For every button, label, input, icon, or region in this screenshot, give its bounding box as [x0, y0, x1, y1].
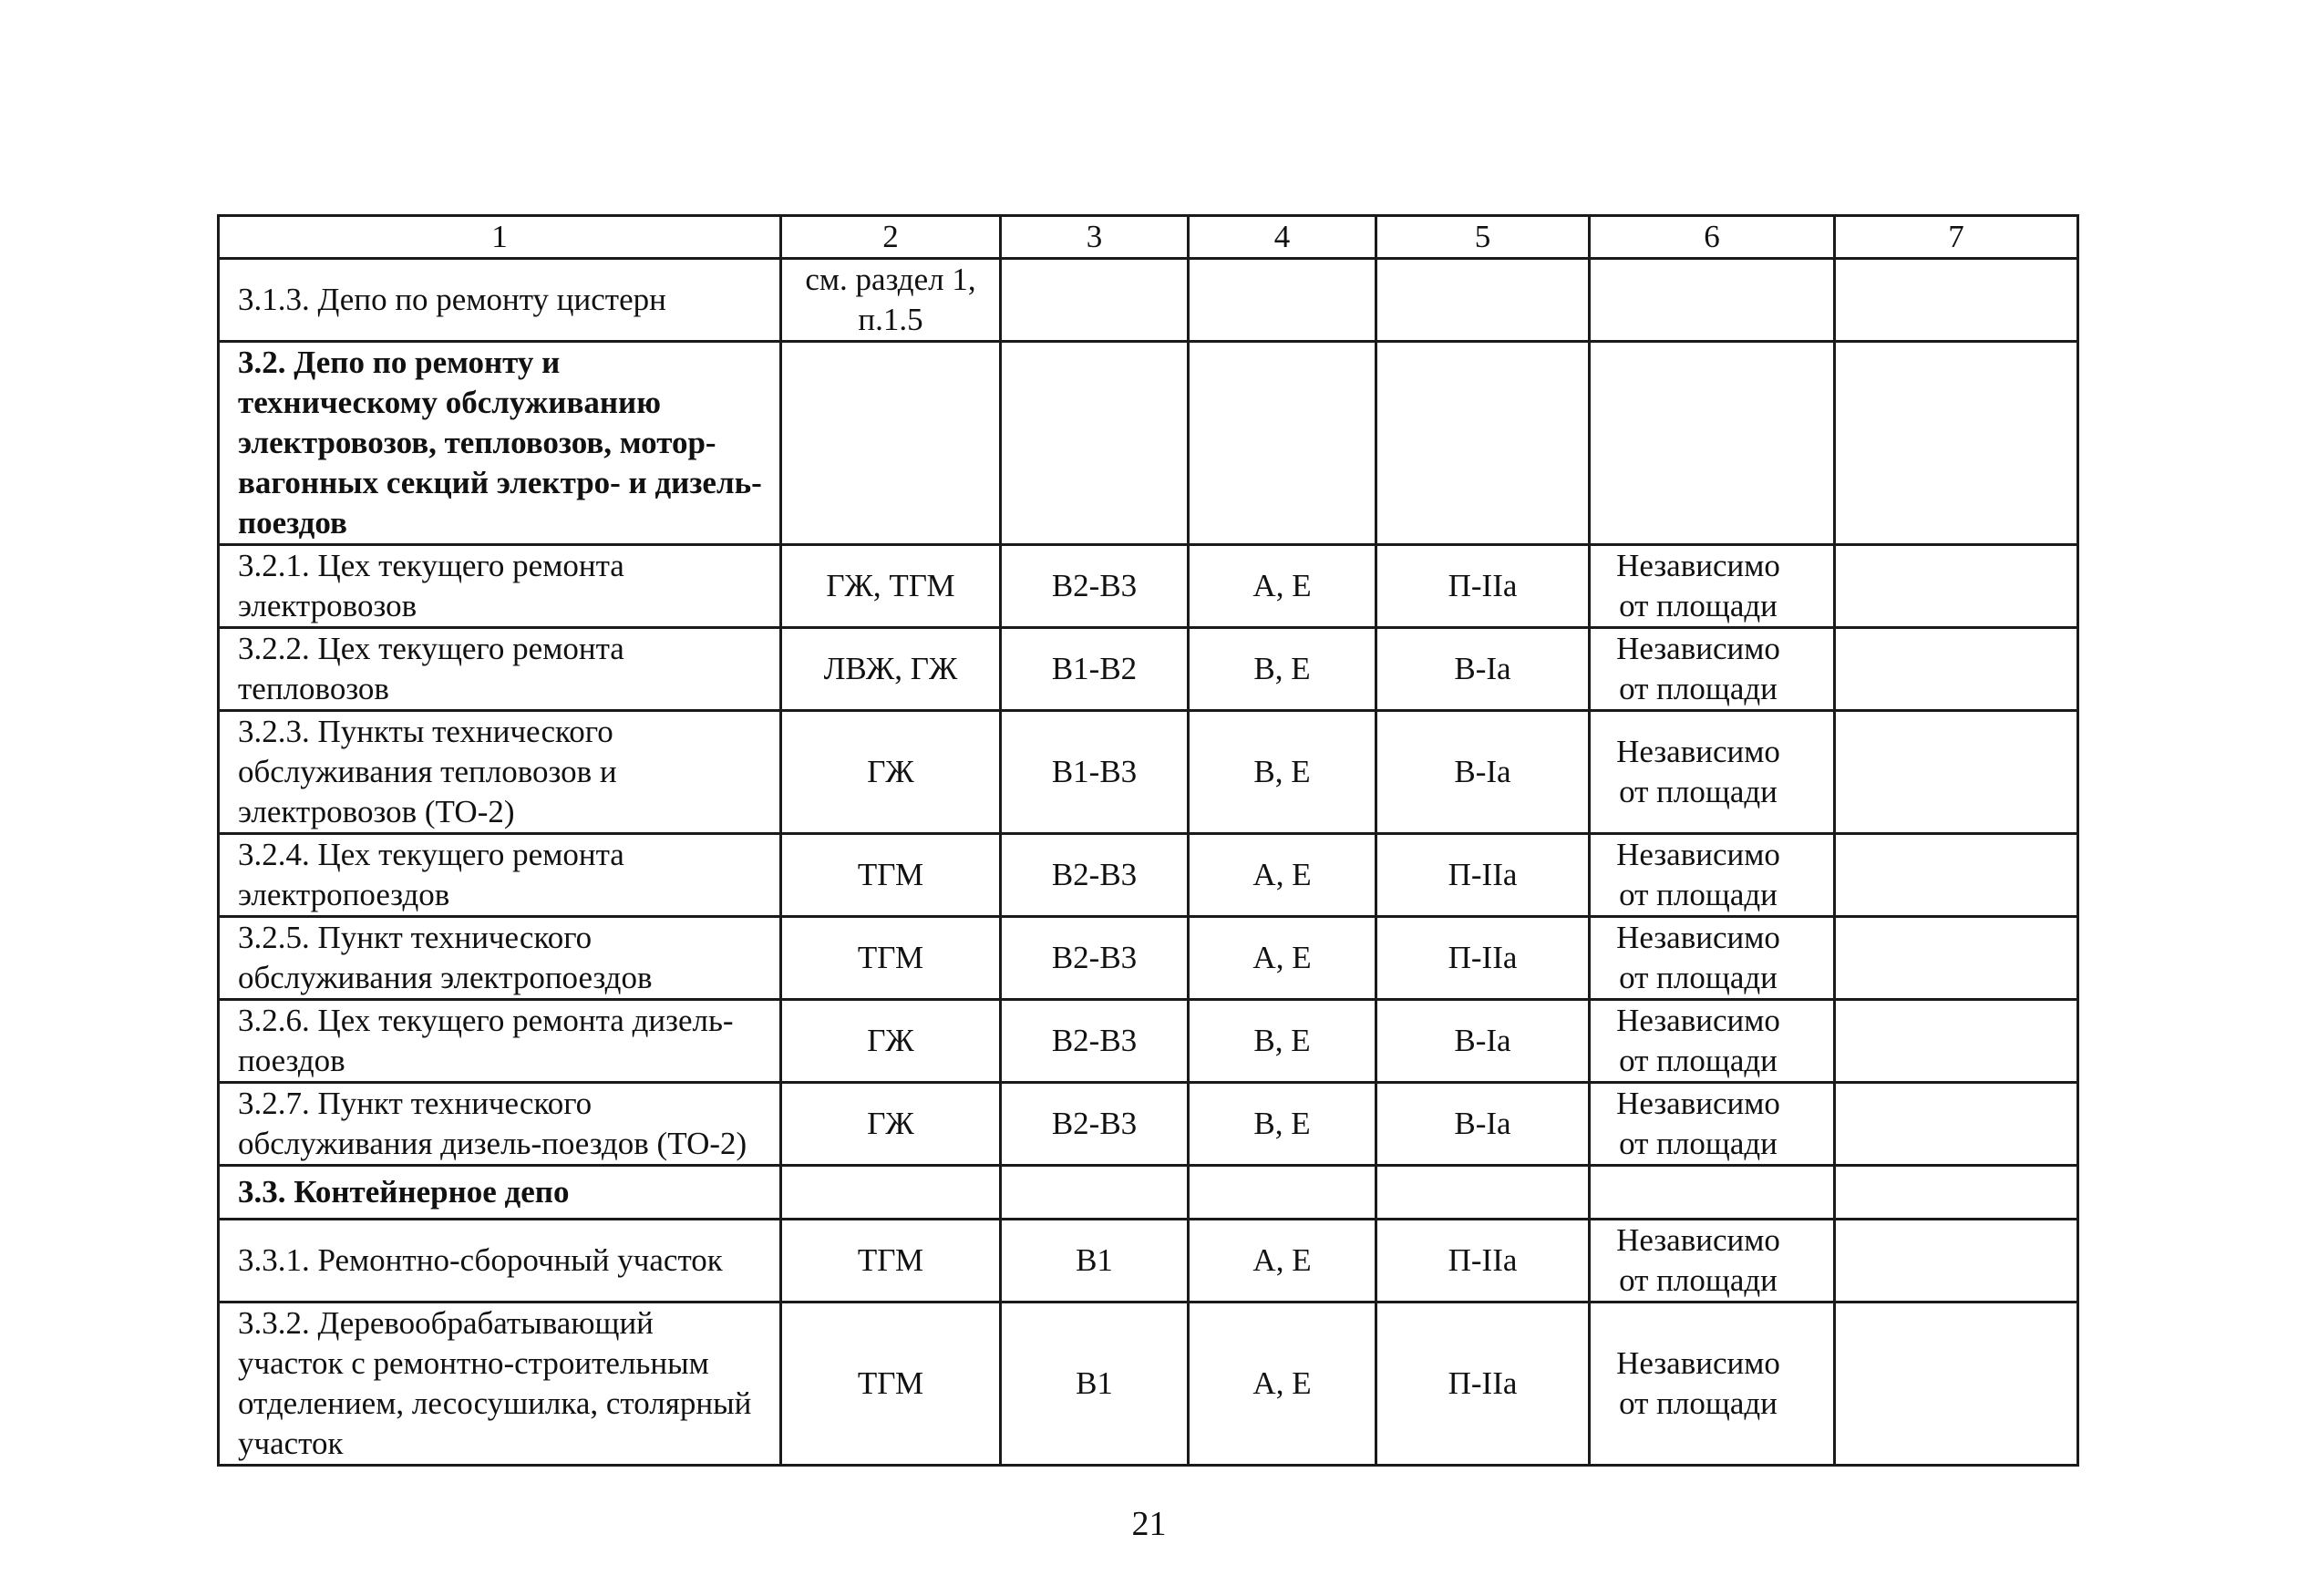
zone-cell: П-IIа: [1376, 1303, 1590, 1466]
zone-cell: В-Iа: [1376, 1000, 1590, 1083]
cell-col-7: [1835, 1303, 2078, 1466]
cell-col-7: [1835, 1083, 2078, 1166]
cell-col-2: [781, 342, 1001, 545]
class-cell: В, Е: [1189, 1000, 1376, 1083]
area-condition-cell: Независимо от площади: [1590, 1220, 1835, 1303]
category-cell: В2-В3: [1001, 917, 1189, 1000]
substance-cell: ГЖ: [781, 711, 1001, 834]
area-condition-cell: Независимо от площади: [1590, 834, 1835, 917]
substance-cell: ГЖ, ТГМ: [781, 545, 1001, 628]
zone-cell: П-IIа: [1376, 917, 1590, 1000]
section-heading-cell: 3.2. Депо по ремонту и техническому обслуживанию электровозов, тепловозов, мотор-вагонных секций электро- и дизель-поездов: [219, 342, 781, 545]
row-title-cell: 3.2.3. Пункты технического обслуживания тепловозов и электровозов (ТО-2): [219, 711, 781, 834]
class-cell: В, Е: [1189, 711, 1376, 834]
category-cell: В2-В3: [1001, 1000, 1189, 1083]
row-title-cell: 3.3.2. Деревообрабатывающий участок с ремонтно-строительным отделением, лесосушилка, столярный участок: [219, 1303, 781, 1466]
cell-col-5: [1376, 342, 1590, 545]
substance-cell: ТГМ: [781, 834, 1001, 917]
category-cell: В1-В3: [1001, 711, 1189, 834]
section-heading-cell: 3.3. Контейнерное депо: [219, 1166, 781, 1220]
cell-col-3: [1001, 1166, 1189, 1220]
cell-col-4: [1189, 342, 1376, 545]
category-cell: В1: [1001, 1220, 1189, 1303]
cell-col-7: [1835, 917, 2078, 1000]
cell-col-5: [1376, 259, 1590, 342]
row-title-cell: 3.2.4. Цех текущего ремонта электропоездов: [219, 834, 781, 917]
cell-col-6: [1590, 342, 1835, 545]
substance-cell: ЛВЖ, ГЖ: [781, 628, 1001, 711]
category-cell: В1-В2: [1001, 628, 1189, 711]
area-condition-cell: Независимо от площади: [1590, 1303, 1835, 1466]
cell-col-6: [1590, 1166, 1835, 1220]
substance-cell: ТГМ: [781, 1220, 1001, 1303]
class-cell: А, Е: [1189, 545, 1376, 628]
row-title-cell: 3.2.2. Цех текущего ремонта тепловозов: [219, 628, 781, 711]
class-cell: А, Е: [1189, 1220, 1376, 1303]
area-condition-cell: Независимо от площади: [1590, 917, 1835, 1000]
row-title-cell: 3.2.6. Цех текущего ремонта дизель-поездов: [219, 1000, 781, 1083]
zone-cell: П-IIа: [1376, 834, 1590, 917]
area-condition-cell: Независимо от площади: [1590, 711, 1835, 834]
cell-col-7: [1835, 342, 2078, 545]
table-header-row: [219, 216, 2078, 259]
classification-table: [217, 214, 2079, 1467]
table-row: [219, 834, 2078, 917]
category-cell: В1: [1001, 1303, 1189, 1466]
cell-col-7: [1835, 1220, 2078, 1303]
table-row: [219, 711, 2078, 834]
zone-cell: В-Iа: [1376, 1083, 1590, 1166]
cell-col-7: [1835, 545, 2078, 628]
category-cell: В2-В3: [1001, 545, 1189, 628]
substance-cell: ГЖ: [781, 1000, 1001, 1083]
row-title-cell: 3.2.7. Пункт технического обслуживания дизель-поездов (ТО-2): [219, 1083, 781, 1166]
cell-col-7: [1835, 1000, 2078, 1083]
cell-col-2: [781, 1166, 1001, 1220]
cell-col-4: [1189, 259, 1376, 342]
cell-col-4: [1189, 1166, 1376, 1220]
table-row: [219, 1083, 2078, 1166]
section-heading-row: [219, 342, 2078, 545]
zone-cell: В-Iа: [1376, 711, 1590, 834]
header-cell-col-7: 7: [1835, 216, 2078, 259]
area-condition-cell: Независимо от площади: [1590, 545, 1835, 628]
table-row: [219, 1220, 2078, 1303]
header-cell-col-6: 6: [1590, 216, 1835, 259]
class-cell: В, Е: [1189, 1083, 1376, 1166]
table-row: [219, 1303, 2078, 1466]
header-cell-col-5: 5: [1376, 216, 1590, 259]
class-cell: В, Е: [1189, 628, 1376, 711]
table-row: [219, 628, 2078, 711]
cell-col-7: [1835, 1166, 2078, 1220]
area-condition-cell: Независимо от площади: [1590, 1083, 1835, 1166]
class-cell: А, Е: [1189, 834, 1376, 917]
cell-col-6: [1590, 259, 1835, 342]
area-condition-cell: Независимо от площади: [1590, 628, 1835, 711]
header-cell-col-3: 3: [1001, 216, 1189, 259]
substance-cell: ГЖ: [781, 1083, 1001, 1166]
header-cell-col-2: 2: [781, 216, 1001, 259]
cell-col-3: [1001, 342, 1189, 545]
cell-col-7: [1835, 628, 2078, 711]
class-cell: А, Е: [1189, 1303, 1376, 1466]
area-condition-cell: Независимо от площади: [1590, 1000, 1835, 1083]
substance-cell: см. раздел 1, п.1.5: [781, 259, 1001, 342]
row-title-cell: 3.3.1. Ремонтно-сборочный участок: [219, 1220, 781, 1303]
page-number: 21: [1131, 1505, 1167, 1543]
substance-cell: ТГМ: [781, 1303, 1001, 1466]
cell-col-7: [1835, 711, 2078, 834]
header-cell-col-4: 4: [1189, 216, 1376, 259]
table-row: [219, 917, 2078, 1000]
zone-cell: П-IIа: [1376, 1220, 1590, 1303]
cell-col-5: [1376, 1166, 1590, 1220]
category-cell: В2-В3: [1001, 1083, 1189, 1166]
substance-cell: ТГМ: [781, 917, 1001, 1000]
row-title-cell: 3.1.3. Депо по ремонту цистерн: [219, 259, 781, 342]
row-title-cell: 3.2.1. Цех текущего ремонта электровозов: [219, 545, 781, 628]
class-cell: А, Е: [1189, 917, 1376, 1000]
table-row: [219, 545, 2078, 628]
header-cell-col-1: 1: [219, 216, 781, 259]
cell-col-7: [1835, 259, 2078, 342]
cell-col-3: [1001, 259, 1189, 342]
table-row: [219, 1000, 2078, 1083]
category-cell: В2-В3: [1001, 834, 1189, 917]
row-title-cell: 3.2.5. Пункт технического обслуживания электропоездов: [219, 917, 781, 1000]
zone-cell: П-IIа: [1376, 545, 1590, 628]
section-heading-row: [219, 1166, 2078, 1220]
zone-cell: В-Iа: [1376, 628, 1590, 711]
table-row: [219, 259, 2078, 342]
cell-col-7: [1835, 834, 2078, 917]
